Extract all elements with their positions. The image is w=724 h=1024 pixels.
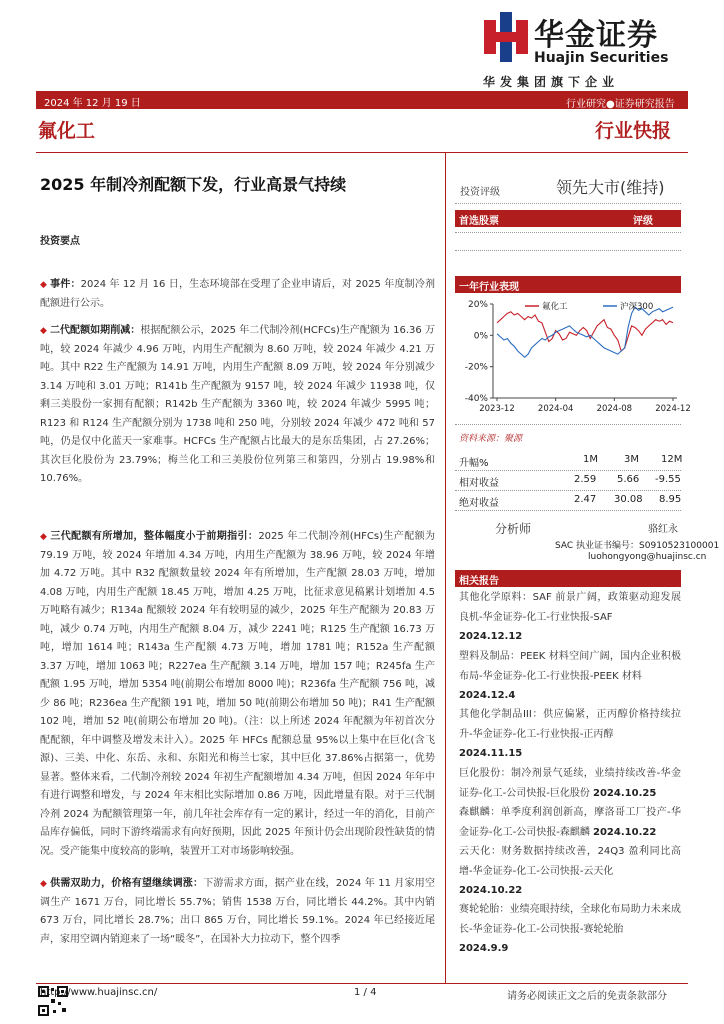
group-tagline: 华发集团旗下企业 <box>483 75 620 89</box>
related-report-item[interactable] <box>459 900 681 959</box>
paragraph-lead: 二代配额如期削减： <box>49 325 141 336</box>
related-report-item[interactable] <box>459 842 681 901</box>
paragraph-lead: 事件： <box>50 279 81 290</box>
paragraph-lead: 三代配额有所增加，整体幅度小于前期指引： <box>50 531 259 542</box>
rating-label: 投资评级 <box>460 187 500 198</box>
diamond-bullet-icon: ◆ <box>40 280 48 290</box>
stock-rating-header: 评级 <box>633 216 653 227</box>
paragraph-text: 2024 年 12 月 16 日，生态环境部在受理了企业申请后，对 2025 年度制冷剂配额进行公示。 <box>40 279 435 309</box>
stock-header <box>455 210 681 227</box>
related-report-date: 2024.9.9 <box>459 943 509 954</box>
perf-row-label: 相对收益 <box>459 478 499 489</box>
related-report-text: 塑料及制品：PEEK 材料空间广阔，国内企业积极布局-华金证券-化工-行业快报-PEEK 材料 <box>459 651 681 682</box>
y-tick-label: -40% <box>464 394 488 404</box>
perf-col-3m: 3M <box>624 454 639 465</box>
related-report-item[interactable] <box>459 588 681 647</box>
x-tick-label: 2024-08 <box>596 404 633 414</box>
perf-value: -9.55 <box>655 474 681 485</box>
logo-icon <box>484 12 528 62</box>
related-report-text: 赛轮轮胎：业绩亮眼持续，全球化布局助力未来成长-华金证券-化工-公司快报-赛轮轮胎 <box>459 904 681 935</box>
diamond-bullet-icon: ◆ <box>40 532 48 542</box>
perf-header-label: 一年行业表现 <box>459 282 519 293</box>
stock-header-label: 首选股票 <box>459 216 499 227</box>
paragraph-text: 下游需求方面，据产业在线，2024 年 11 月家用空调生产 1671 万台，同比增长 55.7%；销售 1538 万台，同比增长 44.2%。其中内销 673 万台，同比增长 28.7%；出口 865 万台，同比增长 59.1%。2024 年已经接近尾声，家用空调内销迎来了一场“暖冬”，在国补大力拉动下，整个四季 <box>40 878 436 945</box>
related-report-date: 2024.12.12 <box>459 631 523 642</box>
analyst-name: 骆红永 <box>648 524 678 535</box>
related-report-date: 2024.10.22 <box>459 885 523 896</box>
related-report-date: 2024.12.4 <box>459 690 516 701</box>
dotted-divider <box>455 490 681 491</box>
diamond-bullet-icon: ◆ <box>40 879 48 889</box>
perf-row-absolute <box>459 492 685 510</box>
related-report-text: 其他化学制品III：供应偏紧，正丙醇价格持续拉升-华金证券-化工-行业快报-正丙醇 <box>459 709 681 740</box>
x-tick-label: 2024-04 <box>537 404 574 414</box>
perf-row-label: 绝对收益 <box>459 498 499 509</box>
perf-table-header <box>459 452 685 470</box>
paragraph-hcfc <box>40 322 435 489</box>
related-report-text: 巨化股份：制冷剂景气延续，业绩持续改善-华金证券-化工-公司快报-巨化股份 <box>459 768 681 799</box>
sector-title: 氟化工 <box>38 120 96 142</box>
y-tick-label: 20% <box>467 300 488 310</box>
related-header <box>455 570 681 587</box>
analyst-email[interactable]: luohongyong@huajinsc.cn <box>588 552 707 562</box>
perf-value: 2.47 <box>574 494 597 505</box>
paragraph-hfc <box>40 528 435 861</box>
report-date: 2024 年 12 月 19 日 <box>44 98 141 109</box>
header-divider <box>36 152 688 153</box>
paragraph-event <box>40 276 435 313</box>
legend-label: 沪深300 <box>620 302 654 312</box>
dotted-divider <box>455 470 681 471</box>
dotted-divider <box>455 510 681 511</box>
logo-text-cn: 华金证券 <box>534 18 658 53</box>
rating-value: 领先大市(维持) <box>556 178 665 197</box>
footer-url[interactable]: http://www.huajinsc.cn/ <box>40 987 158 998</box>
related-report-text: 森麒麟：单季度利润创新高，摩洛哥工厂投产-华金证券-化工-公司快报-森麒麟 <box>459 807 681 838</box>
industry-performance-chart <box>455 296 691 420</box>
perf-value: 5.66 <box>617 474 640 485</box>
related-report-item[interactable] <box>459 803 681 842</box>
dotted-divider <box>455 203 681 204</box>
perf-value: 2.59 <box>574 474 597 485</box>
dotted-divider <box>455 232 681 233</box>
related-report-item[interactable] <box>459 764 681 803</box>
paragraph-text: 2025 年二代制冷剂(HFCs)生产配额为 79.19 万吨，较 2024 年增加 4.34 万吨，内用生产配额为 38.96 万吨，较 2024 年增加 4.72 万吨。其中 R32 配额数量较 2024 年有所增加，生产配额 28.03 万吨，增加 4.08 万吨，内用生产配额 18.45 万吨，增加 4.25 万吨，比征求意见稿累计划增加 4.5 万吨略有减少；R134a 配额较 2024 年有较明显的减少，2025 年生产配额为 20.83 万吨，减少 0.74 万吨，内用生产配额 8.04 万，减少 2241 吨；R125 生产配额 16.73 万吨，增加 1614 吨；R143a 生产配额 4.73 万吨，增加 1781 吨；R152a 生产配额 3.37 万吨，增加 1063 吨；R227ea 生产配额 3.14 万吨，增加 157 吨；R245fa 生产配额 1.95 万吨，增加 5354 吨(前期公布增加 8000 吨)；R236fa 生产配额 756 吨，减少 86 吨；R236ea 生产配额 191 吨，增加 50 吨(前期公布增加 50 吨)；R41 生产配额 102 吨，增加 52 吨(前期公布增加 20 吨)。（注：以上所述 2024 年配额为年初首次分配配额，年中调整及增发未计入）。2025 年 HFCs 配额总量 95%以上集中在巨化(含飞源)、三美、中化、东岳、永和、东阳光和梅兰七家，其中巨化 37.86%占据第一，优势显著。整体来看，二代制冷剂较 2024 年初生产配额增加 4.34 万吨，但因 2024 年年中有进行调整和增发，与 2024 年末相比实际增加 0.86 万吨，因此增量有限。对于三代制冷剂 2024 为配额管理第一年，前几年社会库存有一定的累计，经过一年的消化，目前产品库存偏低，同时下游终端需求有向好预期，因此 2025 年预计仍会出现阶段性缺货的情况。受产能集中度较高的影响，装置开工对市场影响较强。 <box>40 531 435 857</box>
series-line-1 <box>497 307 673 357</box>
report-category: 行业研究●证券研究报告 <box>566 99 675 110</box>
y-tick-label: -20% <box>464 362 488 373</box>
chart-source: 资料来源：聚源 <box>459 434 523 444</box>
related-report-text: 云天化：财务数据持续改善，24Q3 盈利同比高增-华金证券-化工-公司快报-云天化 <box>459 846 681 877</box>
related-header-label: 相关报告 <box>459 576 499 587</box>
legend-label: 氟化工 <box>542 302 568 312</box>
report-type: 行业快报 <box>595 120 672 142</box>
logo-text-en: Huajin Securities <box>534 50 669 66</box>
paragraph-demand <box>40 875 435 949</box>
paragraph-text: 根据配额公示，2025 年二代制冷剂(HCFCs)生产配额为 16.36 万吨，较 2024 年减少 4.96 万吨，内用生产配额为 8.60 万吨，较 2024 年减少 4.21 万吨。其中 R22 生产配额为 14.91 万吨，内用生产配额 8.09 万吨，较 2024 年分别减少 3.14 万吨和 3.01 万吨；R141b 生产配额为 9157 吨，较 2024 年减少 11938 吨，仅剩三美股份一家拥有配额；R142b 生产配额为 3360 吨，较 2024 年减少 5995 吨；R123 和 R124 生产配额分别为 1738 吨和 250 吨，分别较 2024 年减少 472 吨和 57 吨，仍是仅中化蓝天一家难事。HCFCs 生产配额占比最大的是东岳集团，占 27.26%；其次巨化股份为 23.79%；梅兰化工和三美股份位列第三和第四，分别占 19.98%和 10.76%。 <box>40 325 436 484</box>
related-report-item[interactable] <box>459 705 681 764</box>
perf-col-label: 升幅% <box>459 458 489 469</box>
series-line-0 <box>497 312 673 351</box>
related-report-item[interactable] <box>459 647 681 706</box>
column-divider <box>445 153 446 983</box>
perf-header <box>455 276 681 293</box>
dotted-divider <box>455 250 681 251</box>
key-points-heading: 投资要点 <box>40 236 80 247</box>
x-tick-label: 2024-12 <box>655 404 691 414</box>
dotted-divider <box>455 424 681 425</box>
analyst-title: 分析师 <box>495 522 532 536</box>
y-tick-label: 0% <box>473 331 488 342</box>
related-report-date: 2024.10.25 <box>593 787 657 799</box>
related-report-text: 其他化学原料：SAF 前景广阔，政策驱动迎发展良机-华金证券-化工-行业快报-SAF <box>459 592 681 623</box>
report-title: 2025 年制冷剂配额下发，行业高景气持续 <box>40 175 347 194</box>
x-tick-label: 2023-12 <box>479 404 515 414</box>
paragraph-lead: 供需双助力，价格有望继续调涨： <box>50 878 204 889</box>
perf-col-12m: 12M <box>661 454 683 465</box>
disclaimer-note: 请务必阅读正文之后的免责条款部分 <box>507 991 667 1002</box>
perf-value: 8.95 <box>659 494 682 505</box>
related-report-date: 2024.11.15 <box>459 748 523 759</box>
footer-divider <box>36 983 688 984</box>
perf-row-relative <box>459 472 685 490</box>
perf-value: 30.08 <box>614 494 643 505</box>
analyst-sac: SAC 执业证书编号：S0910523100001 <box>555 541 720 551</box>
page-number: 1 / 4 <box>354 987 377 998</box>
perf-col-1m: 1M <box>583 454 598 465</box>
related-report-date: 2024.10.22 <box>593 826 657 838</box>
diamond-bullet-icon: ◆ <box>40 326 47 336</box>
